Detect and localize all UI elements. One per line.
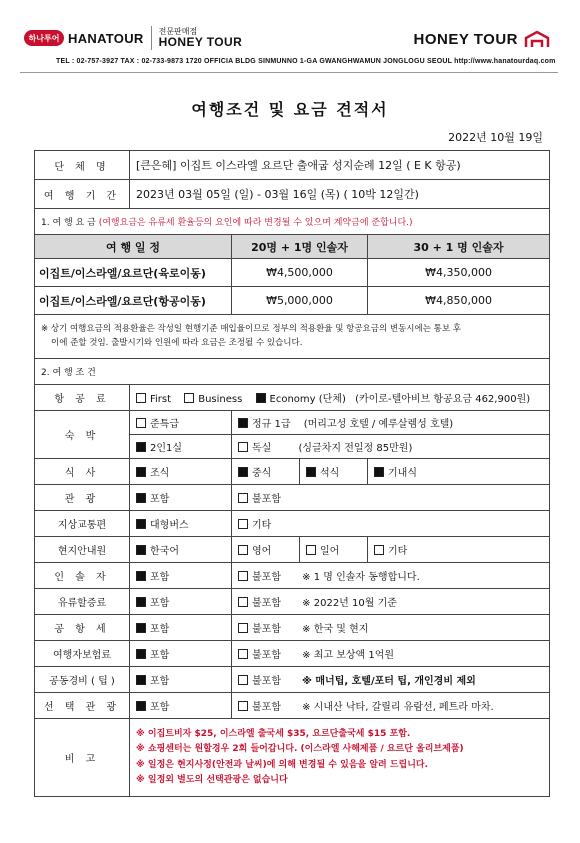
period-label: 여 행 기 간 [35,180,130,209]
hanatour-wordmark: HANATOUR [68,30,144,46]
remark-line: ※ 일정외 별도의 선택관광은 없습니다 [136,774,288,785]
airtax-include-option[interactable]: 포함 [130,615,232,641]
section1-header [35,209,550,235]
airfare-first-option[interactable]: First [136,393,171,405]
insurance-note: ※ 최고 보상액 1억원 [302,650,395,661]
lodging-hotels-note: (머리고성 호텔 / 예루살렘성 호텔) [303,419,454,430]
airfare-label: 항 공 료 [35,385,130,411]
price-header-route: 여 행 일 정 [35,235,232,259]
checkbox-checked-icon [136,675,146,685]
hanatour-logo [24,26,242,50]
fuel-exclude-option[interactable]: 불포함 [238,594,281,609]
airfare-row [35,385,550,411]
airfare-note: (카이로-텔아비브 항공요금 462,900원) [355,394,531,405]
header-divider [20,72,558,73]
airtax-label: 공 항 세 [35,615,130,641]
lodging-single-note: (싱글차지 전일정 85만원) [298,443,413,454]
guide-korean-option[interactable]: 한국어 [130,537,232,563]
document-title: 여행조건 및 요금 견적서 [191,100,389,119]
escort-exclude-option[interactable]: 불포함 [238,568,281,583]
fuel-label: 유류할증료 [35,589,130,615]
airtax-row [35,615,550,641]
checkbox-checked-icon [136,467,146,477]
checkbox-icon [306,545,316,555]
optional-tour-include-option[interactable]: 포함 [130,693,232,719]
price-header-20: 20명 + 1명 인솔자 [232,235,368,259]
checkbox-icon [374,545,384,555]
sightseeing-include-option[interactable]: 포함 [130,485,232,511]
lodging-single-option[interactable]: 독실 [238,439,271,454]
optional-tour-note: ※ 시내산 낙타, 갈릴리 유람선, 페트라 마차. [302,702,494,713]
lodging-row-1 [35,411,550,435]
guide-label: 현지안내원 [35,537,130,563]
checkbox-checked-icon [136,519,146,529]
checkbox-icon [184,393,194,403]
lodging-twin-option[interactable]: 2인1실 [130,435,232,459]
period-row [35,180,550,209]
checkbox-checked-icon [136,597,146,607]
letterhead [0,0,580,80]
honeytour-wordmark: HONEY TOUR [413,30,518,48]
checkbox-icon [238,649,248,659]
optional-tour-exclude-option[interactable]: 불포함 [238,698,281,713]
sightseeing-label: 관 광 [35,485,130,511]
fuel-row [35,589,550,615]
price-route: 이집트/이스라엘/요르단(항공이동) [35,287,232,315]
meals-row [35,459,550,485]
checkbox-checked-icon [136,442,146,452]
checkbox-checked-icon [238,418,248,428]
contact-line: TEL : 02-757-3927 TAX : 02-733-9873 1720 OFFICIA BLDG SINMUNNO 1-GA GWANGHWAMUN JONGLOGU SEOUL http://www.hanatourdaq.com [56,58,556,65]
group-name-value: [큰은혜] 이집트 이스라엘 요르단 출애굽 성지순례 12일 ( E K 항공) [130,151,550,180]
checkbox-icon [238,442,248,452]
common-expense-note: ※ 매너팁, 호텔/포터 팁, 개인경비 제외 [302,676,476,687]
store-type-label: 전문판매점 [158,26,198,36]
sightseeing-exclude-option[interactable]: 불포함 [232,485,550,511]
checkbox-icon [238,597,248,607]
guide-japanese-option[interactable]: 일어 [300,537,368,563]
checkbox-icon [238,519,248,529]
price-row [35,259,550,287]
checkbox-checked-icon [136,623,146,633]
price-route: 이집트/이스라엘/요르단(육로이동) [35,259,232,287]
price-30: ₩4,350,000 [368,259,550,287]
remark-line: ※ 이집트비자 $25, 이스라엘 출국세 $35, 요르단출국세 $15 포함. [136,728,411,739]
honeytour-logo [414,30,550,48]
transport-row [35,511,550,537]
guide-english-option[interactable]: 영어 [232,537,300,563]
remark-line: ※ 일정은 현지사정(안전과 날씨)에 의해 변경될 수 있음을 알려 드립니다. [136,759,429,770]
checkbox-checked-icon [136,571,146,581]
house-icon [524,30,550,48]
rate-note-row [35,315,550,359]
checkbox-icon [238,545,248,555]
remark-line: ※ 쇼핑센터는 원할경우 2회 들어갑니다. (이스라엘 사해제품 / 요르단 올리브제품) [136,744,464,755]
checkbox-checked-icon [238,467,248,477]
meals-dinner-option[interactable]: 석식 [300,459,368,485]
escort-label: 인 솔 자 [35,563,130,589]
checkbox-checked-icon [136,649,146,659]
lodging-first-class-option[interactable]: 정규 1급 [238,415,291,430]
price-row [35,287,550,315]
rate-note-line1: ※ 상기 여행요금의 적용환율은 작성일 현행기준 매입율이므로 정부의 적용환율 및 항공요금의 변동시에는 통보 후 [41,324,461,335]
checkbox-icon [136,418,146,428]
price-30: ₩4,850,000 [368,287,550,315]
price-header-row [35,235,550,259]
sightseeing-row [35,485,550,511]
guide-row [35,537,550,563]
airfare-economy-option[interactable]: Economy (단체) [256,390,346,405]
insurance-exclude-option[interactable]: 불포함 [238,646,281,661]
insurance-include-option[interactable]: 포함 [130,641,232,667]
optional-tour-row [35,693,550,719]
escort-note: ※ 1 명 인솔자 동행합니다. [302,572,420,583]
price-header-30: 30 + 1 명 인솔자 [368,235,550,259]
checkbox-icon [238,675,248,685]
checkbox-icon [136,393,146,403]
section1-note: (여행요금은 유류세 환율등의 요인에 따라 변경될 수 있으며 계약금에 준합니다.) [98,218,413,228]
checkbox-checked-icon [374,467,384,477]
period-value: 2023년 03월 05일 (일) - 03월 16일 (목) ( 10박 12일간) [130,180,550,209]
checkbox-icon [238,493,248,503]
common-expense-label: 공동경비 ( 팁 ) [35,667,130,693]
insurance-row [35,641,550,667]
rate-note-line2: 이에 준할 것임. 출발시기와 인원에 따라 요금은 조정될 수 있습니다. [51,337,303,348]
common-expense-exclude-option[interactable]: 불포함 [238,672,281,687]
fuel-note: ※ 2022년 10월 기준 [302,598,397,609]
group-name-row [35,151,550,180]
meals-label: 식 사 [35,459,130,485]
transport-other-option[interactable]: 기타 [232,511,550,537]
meals-inflight-option[interactable]: 기내식 [368,459,550,485]
price-20: ₩5,000,000 [232,287,368,315]
group-name-label: 단 체 명 [35,151,130,180]
transport-label: 지상교통편 [35,511,130,537]
airtax-exclude-option[interactable]: 불포함 [238,620,281,635]
store-name: HONEY TOUR [158,34,243,49]
airtax-note: ※ 한국 및 현지 [302,624,369,635]
guide-other-option[interactable]: 기타 [368,537,550,563]
checkbox-icon [238,623,248,633]
section2-header [35,359,550,385]
checkbox-icon [238,701,248,711]
checkbox-checked-icon [136,493,146,503]
checkbox-checked-icon [136,701,146,711]
checkbox-checked-icon [256,393,266,403]
insurance-label: 여행자보험료 [35,641,130,667]
remarks-label: 비 고 [35,719,130,797]
remarks-row [35,719,550,797]
meals-lunch-option[interactable]: 중식 [232,459,300,485]
section1-title: 1. 여 행 요 금 [41,218,96,228]
meals-breakfast-option[interactable]: 조식 [130,459,232,485]
checkbox-checked-icon [136,545,146,555]
escort-include-option[interactable]: 포함 [130,563,232,589]
lodging-deluxe-option[interactable]: 준특급 [130,411,232,435]
checkbox-checked-icon [306,467,316,477]
escort-row [35,563,550,589]
price-20: ₩4,500,000 [232,259,368,287]
document-date: 2022년 10월 19일 [448,131,543,144]
quote-table [34,150,550,797]
lodging-label: 숙 박 [35,411,130,459]
optional-tour-label: 선 택 관 광 [35,693,130,719]
fuel-include-option[interactable]: 포함 [130,589,232,615]
airfare-business-option[interactable]: Business [184,393,242,405]
common-expense-include-option[interactable]: 포함 [130,667,232,693]
transport-bus-option[interactable]: 대형버스 [130,511,232,537]
section2-title: 2. 여 행 조 건 [35,359,550,385]
hanatour-logo-mark: 하나투어 [24,30,64,46]
common-expense-row [35,667,550,693]
checkbox-icon [238,571,248,581]
